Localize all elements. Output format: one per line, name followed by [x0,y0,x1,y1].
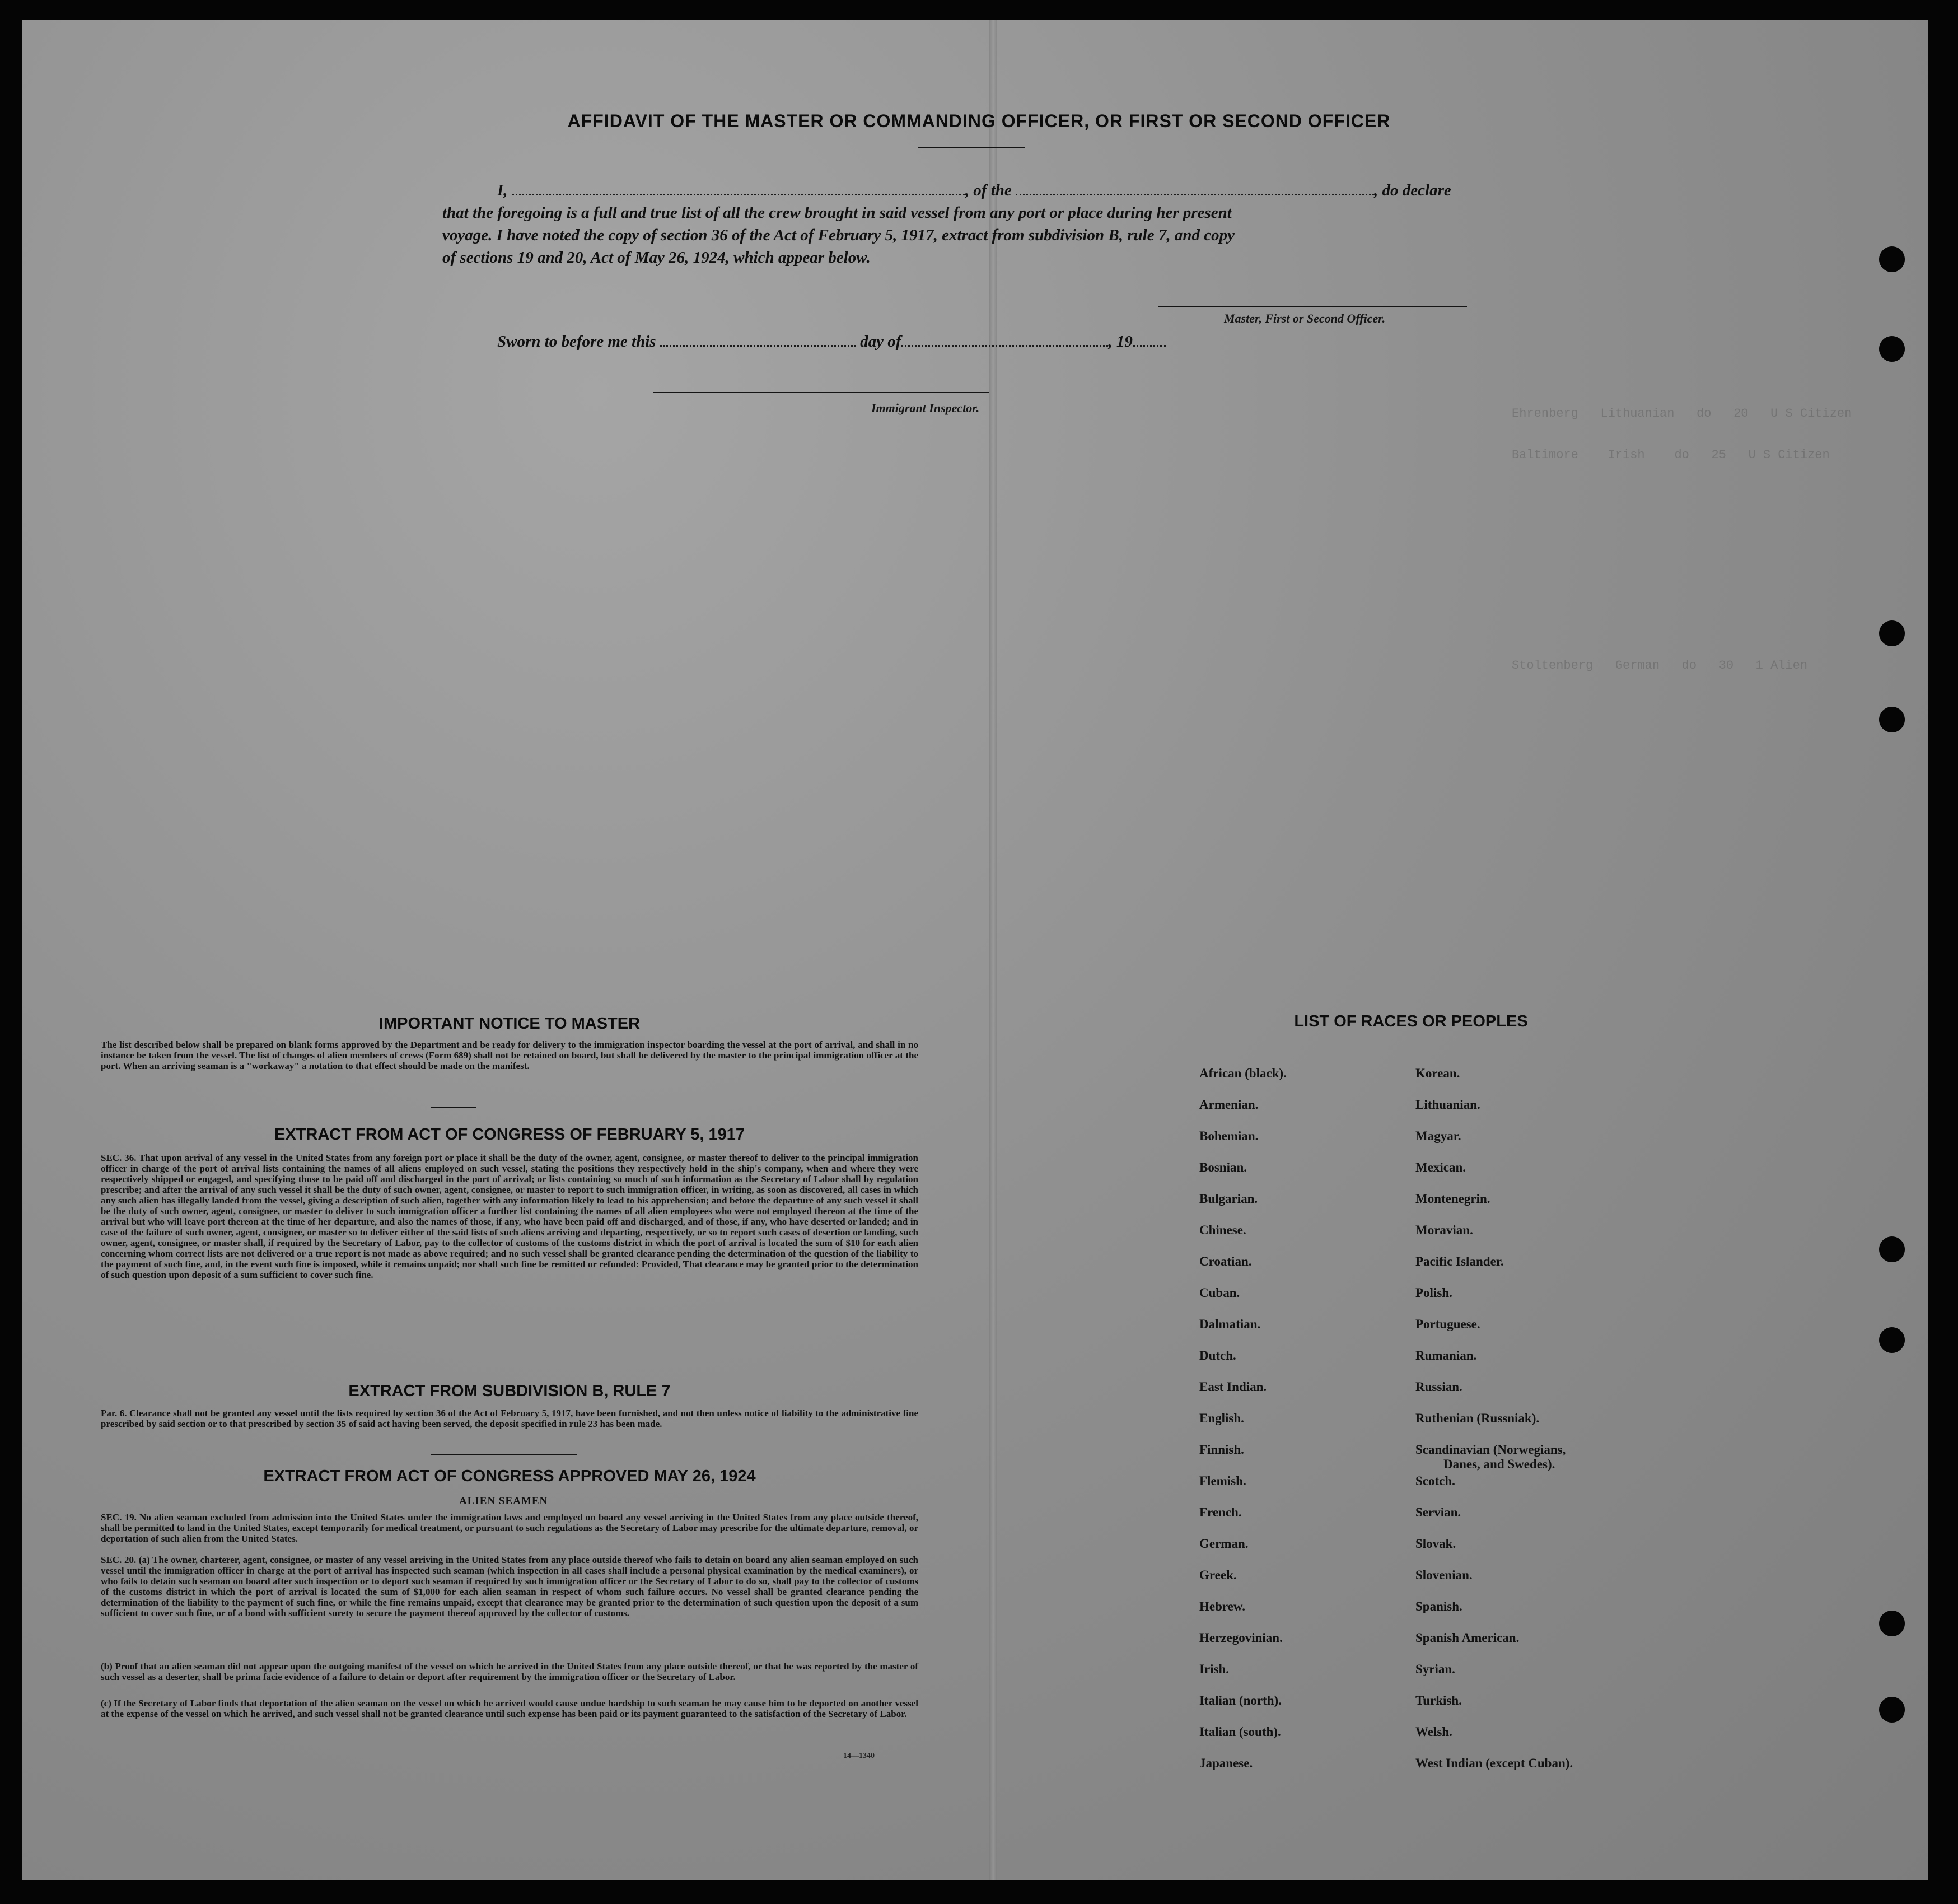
affidavit-line-1 [497,181,1451,200]
race-item: Magyar. [1415,1129,1461,1143]
race-item: East Indian. [1199,1380,1267,1394]
race-item: West Indian (except Cuban). [1415,1756,1573,1770]
race-item: Greek. [1199,1568,1237,1582]
inspector-caption: Immigrant Inspector. [871,401,980,415]
punch-hole [1879,336,1905,362]
race-item: Pacific Islander. [1415,1254,1504,1268]
extract-1924-title: EXTRACT FROM ACT OF CONGRESS APPROVED MAY 26, 1924 [263,1467,756,1485]
race-item: Montenegrin. [1415,1192,1490,1206]
punch-hole [1879,1611,1905,1636]
extract-1917-title: EXTRACT FROM ACT OF CONGRESS OF FEBRUARY 5, 1917 [274,1126,745,1144]
race-item: Cuban. [1199,1286,1240,1300]
race-item: Turkish. [1415,1693,1462,1707]
race-item: Bohemian. [1199,1129,1259,1143]
divider [431,1107,476,1108]
sec20c-body: (c) If the Secretary of Labor finds that deportation of the alien seaman on the vessel on which he arrived would cause undue hardship to such seaman he may cause him to be deported on another vessel at the expense of the vessel on which he arrived, and such vessel shall not be granted clearance until such expense has been paid or its payment guaranteed to the satisfaction of the Secretary of Labor. [101,1698,918,1719]
race-item: English. [1199,1411,1244,1425]
affidavit-line-3: voyage. I have noted the copy of section 36 of the Act of February 5, 1917, extract from subdivision B, rule 7, and copy [442,226,1235,244]
affidavit-line-4: of sections 19 and 20, Act of May 26, 1924, which appear below. [442,249,871,267]
sworn-line [497,333,1166,351]
year-field[interactable] [1133,333,1166,347]
races-title: LIST OF RACES OR PEOPLES [1294,1012,1528,1030]
race-item: Armenian. [1199,1098,1259,1112]
race-item: Finnish. [1199,1443,1244,1457]
punch-hole [1879,1327,1905,1353]
alien-seamen-subtitle: ALIEN SEAMEN [459,1495,548,1507]
race-item: Rumanian. [1415,1348,1477,1362]
race-item: Russian. [1415,1380,1462,1394]
inspector-signature-line[interactable] [653,392,989,393]
race-item: Chinese. [1199,1223,1246,1237]
race-item: Lithuanian. [1415,1098,1480,1112]
sec19-body: SEC. 19. No alien seaman excluded from admission into the United States under the immigration laws and employed on board any vessel arriving in the United States from any place outside thereof, shall be permitted to land in the United States, except temporarily for medical treatment, or pursuant to such regulations as the Secretary of Labor may prescribe for the ultimate departure, removal, or deportation of such alien from the United States. [101,1512,918,1544]
race-item: Japanese. [1199,1756,1253,1770]
race-item: Danes, and Swedes). [1443,1457,1555,1471]
notice-title: IMPORTANT NOTICE TO MASTER [378,1015,641,1033]
bleed-through-text: Ehrenberg Lithuanian do 20 U S Citizen [1512,407,1852,421]
race-item: Mexican. [1415,1160,1466,1174]
race-item: Croatian. [1199,1254,1252,1268]
punch-hole [1879,707,1905,732]
race-item: African (black). [1199,1066,1287,1080]
punch-hole [1879,1697,1905,1723]
race-item: Syrian. [1415,1662,1455,1676]
race-item: Welsh. [1415,1725,1452,1739]
divider [918,147,1025,148]
page-fold [989,20,997,1880]
rule7-body: Par. 6. Clearance shall not be granted any vessel until the lists required by section 36 of the Act of February 5, 1917, have been furnished, and not then unless notice of liability to the administrative fine prescribed by said section or to that prescribed by section 35 of said act having been served, the deposit specified in rule 23 has been made. [101,1408,918,1429]
race-item: Spanish. [1415,1599,1462,1613]
race-item: German. [1199,1537,1249,1551]
rule7-title: EXTRACT FROM SUBDIVISION B, RULE 7 [348,1382,671,1400]
race-item: Scandinavian (Norwegians, [1415,1443,1566,1457]
vessel-field[interactable] [1016,181,1374,195]
race-item: Moravian. [1415,1223,1473,1237]
race-item: Slovak. [1415,1537,1456,1551]
punch-hole [1879,1236,1905,1262]
race-item: Italian (north). [1199,1693,1282,1707]
signature-line[interactable] [1158,306,1467,307]
punch-hole [1879,620,1905,646]
affidavit-of-the: , of the [965,181,1012,199]
affidavit-title: AFFIDAVIT OF THE MASTER OR COMMANDING OFFICER, OR FIRST OR SECOND OFFICER [567,111,1391,131]
affidavit-do-declare: , do declare [1374,181,1451,199]
race-item: Dalmatian. [1199,1317,1261,1331]
affidavit-i: I, [497,181,508,199]
affidavit-line-2: that the foregoing is a full and true list of all the crew brought in said vessel from any port or place during her present [442,204,1232,222]
race-item: Herzegovinian. [1199,1631,1283,1645]
sworn-label: Sworn to before me this [497,333,656,351]
punch-hole [1879,246,1905,272]
race-item: Polish. [1415,1286,1452,1300]
race-item: Ruthenian (Russniak). [1415,1411,1540,1425]
race-item: Slovenian. [1415,1568,1473,1582]
form-number: 14—1340 [843,1752,875,1760]
notice-body: The list described below shall be prepared on blank forms approved by the Department and be ready for delivery to the immigration inspector boarding the vessel at the port of arrival, and shall in no instance be taken from the vessel. The list of changes of alien members of crews (Form 689) shall not be retained on board, but shall be delivered by the master to the principal immigration officer at the port. When an arriving seaman is a "workaway" a notation to that effect should be made on the manifest. [101,1039,918,1071]
race-item: Irish. [1199,1662,1230,1676]
divider [431,1454,577,1455]
day-of-label: day of [860,333,901,351]
race-item: Dutch. [1199,1348,1236,1362]
race-item: Scotch. [1415,1474,1455,1488]
race-item: Korean. [1415,1066,1460,1080]
race-item: Bulgarian. [1199,1192,1258,1206]
year-label: , 19 [1108,333,1133,351]
race-item: Servian. [1415,1505,1461,1519]
extract-1917-body: SEC. 36. That upon arrival of any vessel in the United States from any foreign port or place it shall be the duty of the owner, agent, consignee, or master thereof to deliver to the principal immigration officer in charge of the port of arrival lists containing the names of all aliens employed on such vessel, stating the positions they respectively hold in the ship's company, when and where they were respectively shipped or engaged, and specifying those to be paid off and discharged in the port of arrival; or lists containing so much of such information as the Secretary of Labor shall by regulation prescribe; and after the arrival of any such vessel it shall be the duty of such owner, agent, consignee, or master to report to such immigration officer, in writing, as soon as discovered, all cases in which any such alien has illegally landed from the vessel, giving a description of such alien, together with any information likely to lead to his apprehension; and before the departure of any such vessel it shall be the duty of such owner, agent, consignee, or master to deliver to such immigration officer a further list containing the names of all alien employees who were not employed thereon at the time of the arrival but who will leave port thereon at the time of her departure, and also the names of those, if any, who have been paid off and discharged, and of those, if any, who have deserted or landed; and in case of the failure of such owner, agent, consignee, or master so to deliver either of the said lists of such aliens arriving and departing, respectively, or so to report such cases of desertion or landing, such owner, agent, consignee, or master shall, if required by the Secretary of Labor, pay to the collector of customs of the customs district in which the port of arrival is located the sum of $10 for each alien concerning whom correct lists are not delivered or a true report is not made as above required; and no such vessel shall be granted clearance pending the determination of the question of the liability to the payment of such fine, and, in the event such fine is imposed, while it remains unpaid; nor shall such fine be remitted or refunded: Provided, That clearance may be granted prior to the determination of such question upon deposit of a sum sufficient to cover such fine. [101,1152,918,1280]
sec20a-body: SEC. 20. (a) The owner, charterer, agent, consignee, or master of any vessel arriving in the United States from any place outside thereof who fails to detain on board any alien seaman employed on such vessel until the immigration officer in charge at the port of arrival has inspected such seaman (which inspection in all cases shall include a personal physical examination by the medical examiners), or who fails to detain such seaman on board after such inspection or to deport such seaman if required by such immigration officer or the Secretary of Labor to do so, shall pay to the collector of customs of the customs district in which the port of arrival is located the sum of $1,000 for each alien seaman in respect of whom such failure occurs. No vessel shall be granted clearance pending the determination of the liability to the payment of such fine, or while the fine remains unpaid, except that clearance may be granted prior to the determination of such question upon the deposit of a sum sufficient to cover such fine, or of a bond with sufficient surety to secure the payment thereof approved by the collector of customs. [101,1555,918,1618]
race-item: Spanish American. [1415,1631,1520,1645]
race-item: French. [1199,1505,1242,1519]
month-field[interactable] [901,333,1108,347]
signature-caption: Master, First or Second Officer. [1224,311,1386,325]
race-item: Italian (south). [1199,1725,1281,1739]
race-item: Flemish. [1199,1474,1246,1488]
bleed-through-text: Baltimore Irish do 25 U S Citizen [1512,448,1830,462]
sec20b-body: (b) Proof that an alien seaman did not appear upon the outgoing manifest of the vessel on which he arrived in the United States from any place outside thereof, or that he was reported by the master of such vessel as a deserter, shall be prima facie evidence of a failure to detain or deport after requirement by the immigration officer or the Secretary of Labor. [101,1661,918,1682]
race-item: Portuguese. [1415,1317,1480,1331]
sworn-date-field[interactable] [660,333,856,347]
race-item: Hebrew. [1199,1599,1245,1613]
name-field[interactable] [512,181,965,195]
bleed-through-text: Stoltenberg German do 30 1 Alien [1512,659,1808,673]
race-item: Bosnian. [1199,1160,1247,1174]
